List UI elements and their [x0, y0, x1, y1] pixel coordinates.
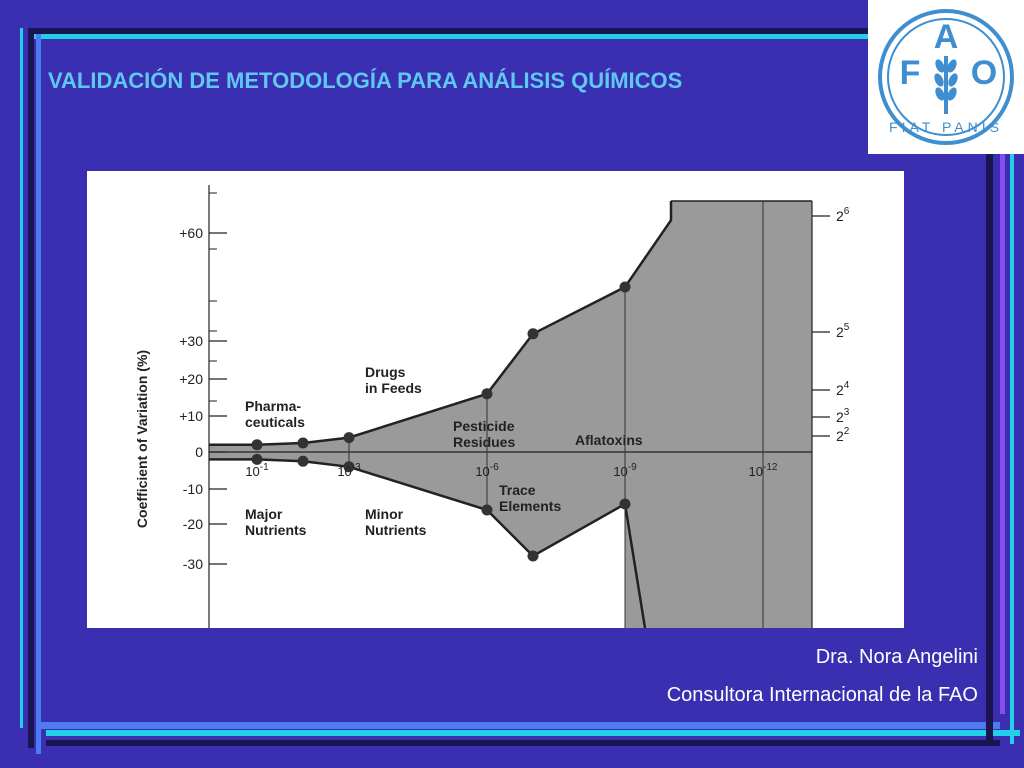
upper-data-point: [482, 388, 493, 399]
logo-letter-f: F: [899, 54, 921, 92]
y-tick-label: +30: [179, 333, 203, 349]
right-tick-label: $2^3$: [836, 407, 850, 425]
x-tick-label: $10^{-9}$: [613, 462, 637, 479]
slide-title: VALIDACIÓN DE METODOLOGÍA PARA ANÁLISIS QUÍMICOS: [48, 68, 683, 93]
x-tick-label: $10^{-6}$: [475, 462, 499, 479]
logo-motto: FIAT PANIS: [889, 119, 1003, 135]
chart-annotation: Trace Elements: [499, 482, 562, 514]
upper-data-point: [620, 282, 631, 293]
author-name: Dra. Nora Angelini: [815, 646, 978, 668]
bottom-frame-bar-dark: [46, 740, 1000, 746]
y-tick-label: +20: [179, 371, 203, 387]
logo-letter-a: A: [933, 18, 959, 56]
chart-annotation: Aflatoxins: [575, 432, 643, 448]
right-tick-label: $2^5$: [836, 322, 850, 340]
x-tick-label: $10^{-3}$: [337, 462, 361, 479]
right-frame-bar-dark: [986, 154, 993, 744]
top-frame-bar-cyan: [34, 34, 874, 39]
chart-annotation: Drugs in Feeds: [365, 364, 422, 396]
left-frame-bar-blue: [36, 34, 41, 754]
y-axis-title: Coefficient of Variation (%): [134, 349, 150, 529]
y-tick-label: -30: [182, 556, 203, 572]
chart-annotation: Minor Nutrients: [365, 506, 427, 538]
cv-chart-panel: [87, 171, 904, 628]
upper-data-point: [344, 432, 355, 443]
y-tick-label: -10: [182, 481, 203, 497]
x-tick-label: $10^{-1}$: [245, 462, 269, 479]
bottom-frame-bar-blue: [36, 722, 1000, 729]
upper-data-point: [298, 438, 309, 449]
x-tick-label: $10^{-12}$: [748, 462, 778, 479]
chart-annotation: Pharma-ceuticals: [245, 398, 305, 430]
left-frame-bar-dark: [28, 28, 34, 748]
author-role: Consultora Internacional de la FAO: [666, 684, 978, 706]
chart-annotation: Pesticide Residues: [453, 418, 516, 450]
upper-data-point: [528, 328, 539, 339]
logo-letter-o: O: [970, 54, 998, 92]
lower-data-point: [528, 551, 539, 562]
wheat-ear-icon: [932, 56, 959, 114]
upper-data-point: [252, 439, 263, 450]
right-tick-label: $2^6$: [836, 206, 850, 224]
right-frame-bar-cyan: [1010, 154, 1014, 744]
fao-logo: [868, 0, 1024, 154]
fao-logo-graphic: [868, 0, 1024, 154]
lower-data-point: [482, 505, 493, 516]
lower-data-point: [298, 456, 309, 467]
left-frame-bar-cyan: [20, 28, 23, 728]
bottom-frame-bar-cyan: [46, 730, 1020, 736]
right-tick-label: $2^2$: [836, 426, 850, 444]
right-tick-label: $2^4$: [836, 380, 850, 398]
y-tick-label: 0: [195, 444, 203, 460]
lower-data-point: [620, 499, 631, 510]
y-tick-label: +60: [179, 225, 203, 241]
right-frame-bar-purple: [1000, 154, 1005, 714]
y-tick-label: +10: [179, 408, 203, 424]
chart-annotation: Major Nutrients: [245, 506, 307, 538]
y-tick-label: -20: [182, 516, 203, 532]
cv-chart: [87, 171, 904, 628]
